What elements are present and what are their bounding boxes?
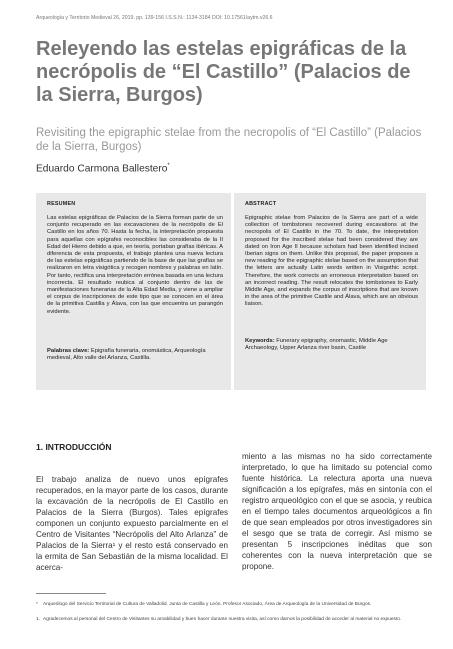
- abstract-english-keywords: [245, 338, 418, 352]
- author-name-text: Eduardo Carmona Ballestero: [36, 163, 168, 175]
- body-column-right: miento a las mismas no ha sido correctamente interpretado, lo que ha limitado su potencial como fuente histórica. La relectura aporta una nueva significación a los epígrafes, más en sintonía con el registro arqueológico con el que se asocia, y reubica en el tiempo tales documentos arqueológicos a fin de que sean empleados por otros investigadores sin el sesgo que se trata de corregir. Así mismo se presentan 5 inscripciones inéditas que son coherentes con la nueva interpretación que se propone.: [242, 452, 432, 571]
- abstract-spanish-heading: RESUMEN: [47, 201, 76, 207]
- section-heading: 1. INTRODUCCIÓN: [36, 442, 112, 452]
- footnote: [36, 617, 431, 623]
- abstract-english-text: Epigraphic stelae from Palacios de la Sierra are part of a wide collection of tombstones recovered during excavations at the necropolis of El Castillo in the 70. To date, the interpretation proposed for the inscribed stelae had been considered they are dated on Iron Age II because scholars had been identified incised Iberian signs on them. Unlike this proposal, the paper proposes a new reading for the epigraphic stelae based on the assumption that the letters are actually Latin words written in Visigothic script. Therefore, the work corrects an erroneous interpretation based on an incorrect reading. The result relocates the tombstones to Early Middle Age, and expands the corpus of inscriptions that are known in the area of the primitive Castile and Álava, which are an obvious liaison.: [245, 215, 418, 308]
- keywords-text: Funerary epigraphy, onomastic, Middle Age Archaeology, Upper Arlanza river basin, Castile: [245, 338, 388, 352]
- footnote-text: Arqueólogo del Servicio Territorial de Cultura de Valladolid. Junta de Castilla y León. Profesor Asociado, Área de Arqueología de la Universidad de Burgos.: [43, 602, 372, 607]
- running-head: Arqueología y Territorio Medieval 26, 2019. pp. 139-156 I.S.S.N.: 1134-3184 DOI: 10.17561/aytm.v26.6: [36, 15, 273, 21]
- keywords-label: Palabras clave:: [47, 348, 90, 354]
- footnote: [36, 602, 431, 608]
- footnote-divider: [36, 593, 106, 594]
- keywords-label: Keywords:: [245, 338, 275, 344]
- author-footnote-mark: *: [167, 163, 170, 169]
- author-name: [36, 163, 170, 174]
- footnote-mark: *: [36, 602, 38, 607]
- keywords-text: Epigrafía funeraria, onomástica, Arqueología medieval, Alto valle del Arlanza, Castilla.: [47, 348, 206, 362]
- abstract-english-box: [234, 193, 426, 390]
- abstract-spanish-text: Las estelas epigráficas de Palacios de la Sierra forman parte de un conjunto recuperado en las excavaciones de la necrópolis de El Castillo en los años 70. Hasta la fecha, la interpretación propuesta para aquellas con epígrafes reconocibles las consideraba de la II Edad del Hierro debido a que, en teoría, portaban grafías ibéricas. A diferencia de esta propuesta, el trabajo plantea una nueva lectura de las estelas epigráficas partiendo de la base de que las grafías se realizaron en letra visigótica y recogen nombres y palabras en latín. Por tanto, rectifica una interpretación errónea basada en una lectura incorrecta. El resultado reubica al conjunto dentro de las de manifestaciones funerarias de la Alta Edad Media, y viene a ampliar el corpus de inscripciones de este tipo que se conocen en el área de la primitiva Castilla y Álava, con las que encuentra un parangón evidente.: [47, 215, 223, 315]
- abstract-english-heading: ABSTRACT: [245, 201, 277, 207]
- article-title: Releyendo las estelas epigráficas de la necrópolis de “El Castillo” (Palacios de la Sierra, Burgos): [36, 38, 411, 106]
- article-title-english: Revisiting the epigraphic stelae from the necropolis of “El Castillo” (Palacios de la Sierra, Burgos): [36, 127, 422, 153]
- footnote-mark: 1.: [36, 617, 41, 622]
- body-column-left: El trabajo analiza de nuevo unos epígrafes recuperados, en la mayor parte de los casos, durante la excavación de la necrópolis de El Castillo en Palacios de la Sierra (Burgos). Tales epígrafes componen un conjunto expuesto parcialmente en el Centro de Visitantes “Necrópolis del Alto Arlanza” de Palacios de la Sierra¹ y el resto está conservado en la ermita de San Sebastián de la misma localidad. El acerca-: [36, 475, 228, 572]
- abstract-spanish-box: [36, 193, 231, 390]
- footnote-text: Agradecemos al personal del Centro de Visitantes su amabilidad y buen hacer durante nuestra visita, así como darnos la posibilidad de acceder al material no expuesto.: [43, 617, 402, 622]
- abstract-spanish-keywords: [47, 348, 223, 362]
